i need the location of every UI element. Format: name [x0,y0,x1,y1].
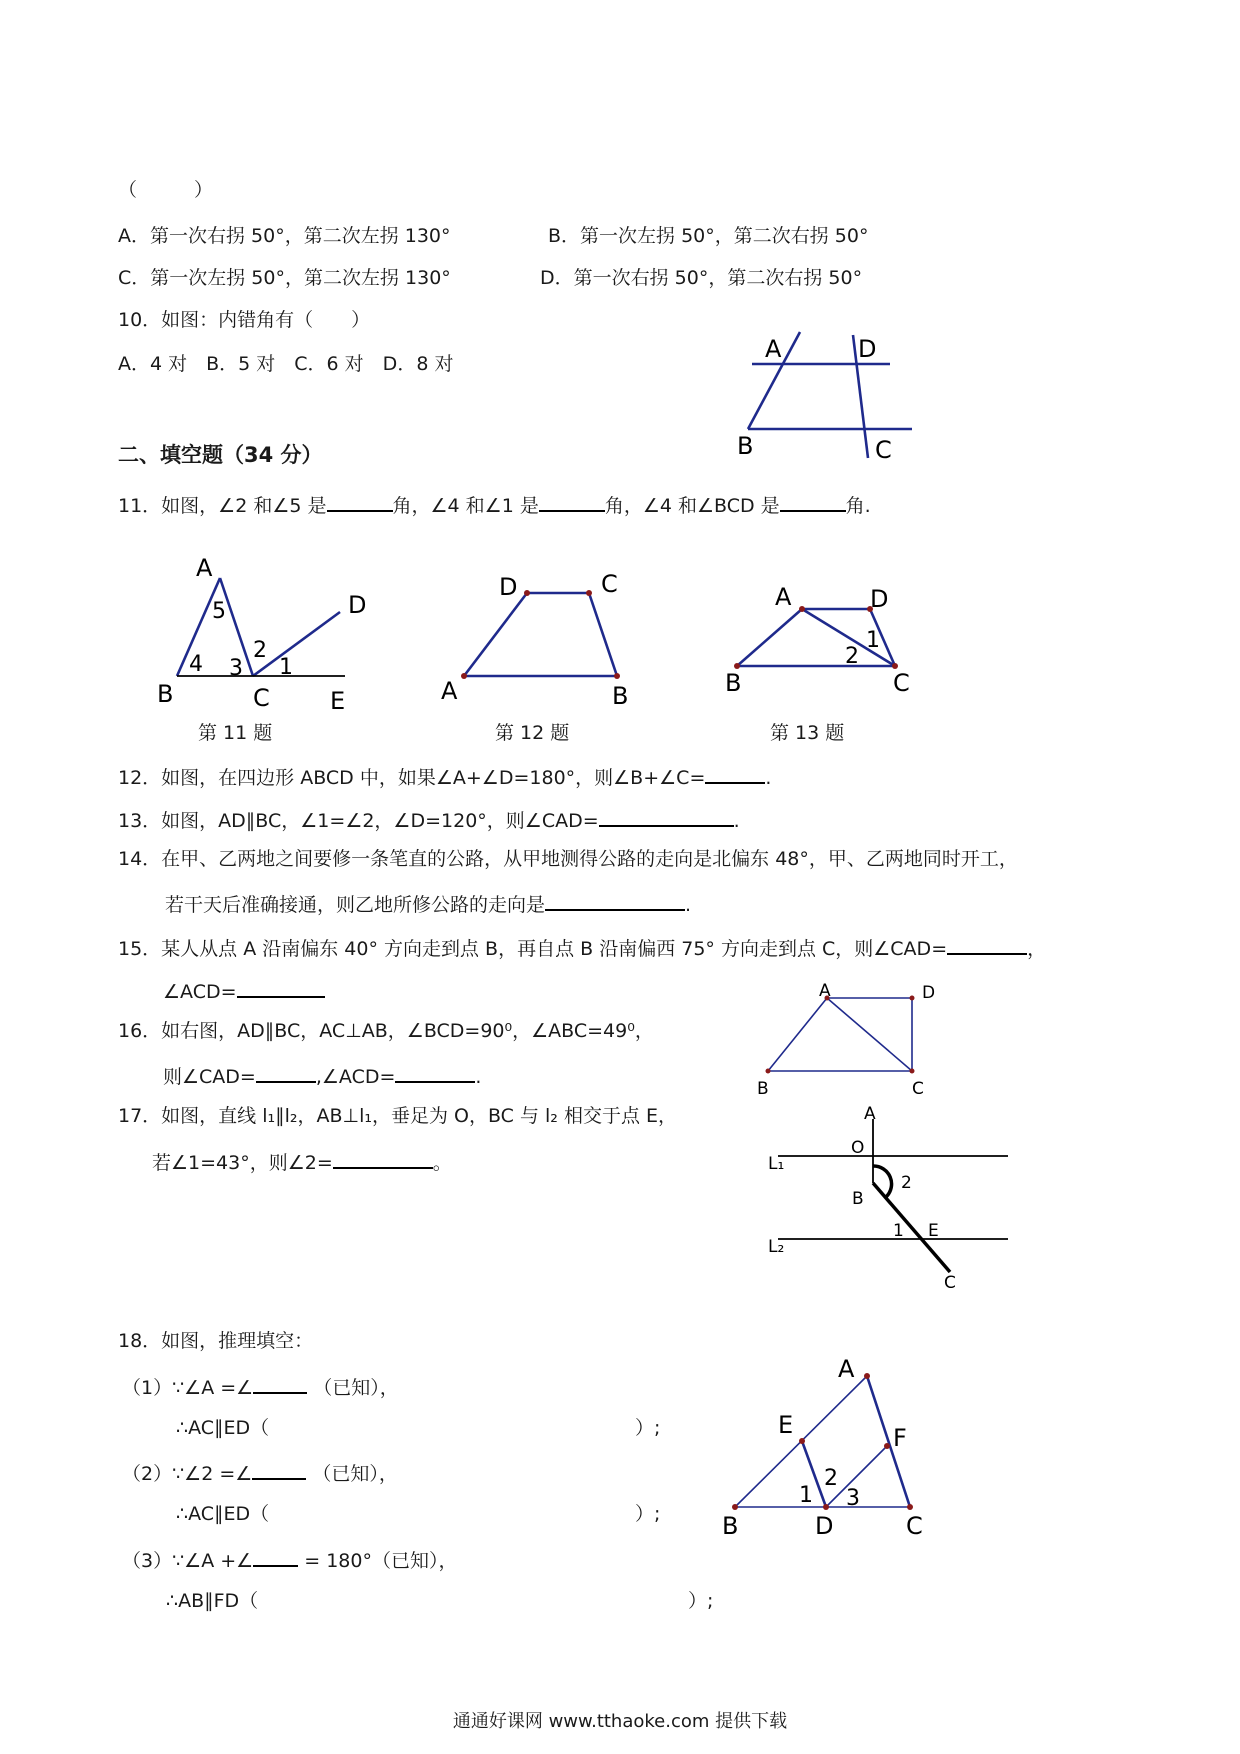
fig13-label-d: D [870,585,889,613]
q16-end: . [475,1066,482,1088]
q18-s1-stem: （1）∵∠A =∠ [122,1377,254,1399]
q16-line1: 16．如右图，AD∥BC，AC⊥AB，∠BCD=90⁰，∠ABC=49⁰， [118,1020,654,1042]
fig17-label-b: B [852,1189,864,1209]
fig12-caption: 第 12 题 [495,722,570,744]
q11-part2: 角，∠4 和∠1 是 [392,495,539,517]
section2-title: 二、填空题（34 分） [118,443,323,467]
q11-part4: 角. [845,495,871,517]
fig11-label-1: 1 [279,655,293,680]
fig18-label-f: F [893,1424,907,1452]
page-footer: 通通好课网 www.tthaoke.com 提供下载 [452,1711,788,1732]
q9-option-b: B．第一次左拐 50°，第二次右拐 50° [548,225,869,247]
fig18-label-b: B [722,1512,739,1540]
q15-stem-2: ∠ACD= [163,981,237,1003]
q18-step3-close: ）; [688,1590,714,1612]
fig10-label-c: C [875,436,892,464]
fig13-label-b: B [725,669,742,697]
fig10-label-d: D [858,335,877,363]
fig13-label-1: 1 [866,628,880,653]
q13-stem: 13．如图，AD∥BC，∠1=∠2，∠D=120°，则∠CAD= [118,810,599,832]
fig10-label-a: A [765,335,782,363]
fig17-label-a: A [864,1104,876,1124]
q14-end: . [685,894,692,916]
q9-option-a: A．第一次右拐 50°，第二次左拐 130° [118,225,451,247]
fig17-label-o: O [851,1138,865,1158]
fig18-label-2: 2 [824,1466,838,1491]
q11-part1: 11．如图，∠2 和∠5 是 [118,495,327,517]
q15-stem: 15．某人从点 A 沿南偏东 40° 方向走到点 B，再自点 B 沿南偏西 75° 方向走到点 C，则∠CAD= [118,938,948,960]
fig11-label-5: 5 [212,599,226,624]
fig13-label-2: 2 [845,644,859,669]
fig11-label-3: 3 [229,656,243,681]
q18-s3-known: = 180°（已知）， [304,1550,458,1572]
fig13-label-c: C [893,669,910,697]
fig17-label-c: C [944,1273,956,1293]
q15-comma: ， [1027,938,1047,960]
q18-s2-known: （已知）， [312,1463,398,1485]
q18-s2-stem: （2）∵∠2 =∠ [122,1463,253,1485]
fig13-caption: 第 13 题 [770,722,845,744]
fig12-label-a: A [441,677,458,705]
fig12-label-b: B [612,682,629,710]
q12-stem: 12．如图，在四边形 ABCD 中，如果∠A+∠D=180°，则∠B+∠C= [118,767,706,789]
fig16-label-b: B [757,1079,769,1099]
q9-paren: （ ） [118,179,214,201]
q17-end: 。 [432,1152,452,1174]
q9-option-c: C．第一次左拐 50°，第二次左拐 130° [118,267,451,289]
fig18-label-d: D [815,1512,834,1540]
q14-stem: 若干天后准确接通，则乙地所修公路的走向是 [165,894,546,916]
q18-step1-conclusion: ∴AC∥ED（ [176,1417,270,1439]
fig12-label-d: D [499,573,518,601]
q13-end: . [733,810,740,832]
q18-step3-conclusion: ∴AB∥FD（ [166,1590,259,1612]
fig11-label-4: 4 [189,652,203,677]
q16-stem-b: ,∠ACD= [315,1066,396,1088]
fig11-label-2: 2 [253,638,267,663]
fig16-label-c: C [912,1079,924,1099]
q14-line1: 14．在甲、乙两地之间要修一条笔直的公路，从甲地测得公路的走向是北偏东 48°，甲、乙两地同时开工， [118,848,1018,870]
fig13-label-a: A [775,583,792,611]
fig18-label-e: E [778,1411,794,1439]
q16-stem-a: 则∠CAD= [163,1066,256,1088]
fig12-label-c: C [601,570,618,598]
fig18-label-1: 1 [799,1483,813,1508]
fig11-label-d: D [348,591,367,619]
q10-options: A．4 对 B．5 对 C．6 对 D．8 对 [118,353,454,375]
fig18-label-a: A [838,1355,855,1383]
q18-step1-close: ）; [635,1417,661,1439]
q9-option-d: D．第一次右拐 50°，第二次右拐 50° [540,267,863,289]
fig16-label-a: A [819,981,831,1001]
fig11-label-b: B [157,680,174,708]
fig18-label-c: C [906,1512,923,1540]
fig16-label-d: D [922,983,936,1003]
fig17-label-e: E [928,1221,939,1241]
fig17-label-l2: L₂ [768,1237,785,1257]
fig11-label-e: E [330,687,346,715]
q11-part3: 角，∠4 和∠BCD 是 [604,495,780,517]
q18-step2-close: ）; [635,1503,661,1525]
q18-s3-stem: （3）∵∠A +∠ [122,1550,254,1572]
q17-stem: 若∠1=43°，则∠2= [152,1152,333,1174]
q12-end: . [765,767,772,789]
fig11-label-a: A [196,554,213,582]
fig11-label-c: C [253,684,270,712]
q18-stem: 18．如图，推理填空： [118,1330,314,1352]
fig17-label-1: 1 [893,1221,904,1241]
q10-stem: 10．如图：内错角有（ ） [118,309,371,331]
fig17-label-2: 2 [901,1173,912,1193]
q18-s1-known: （已知）， [313,1377,399,1399]
fig10-label-b: B [737,432,754,460]
fig17-label-l1: L₁ [768,1154,785,1174]
fig11-caption: 第 11 题 [198,722,273,744]
q17-line1: 17．如图，直线 l₁∥l₂，AB⊥l₁，垂足为 O，BC 与 l₂ 相交于点 E， [118,1105,678,1127]
q18-step2-conclusion: ∴AC∥ED（ [176,1503,270,1525]
fig18-label-3: 3 [846,1486,860,1511]
